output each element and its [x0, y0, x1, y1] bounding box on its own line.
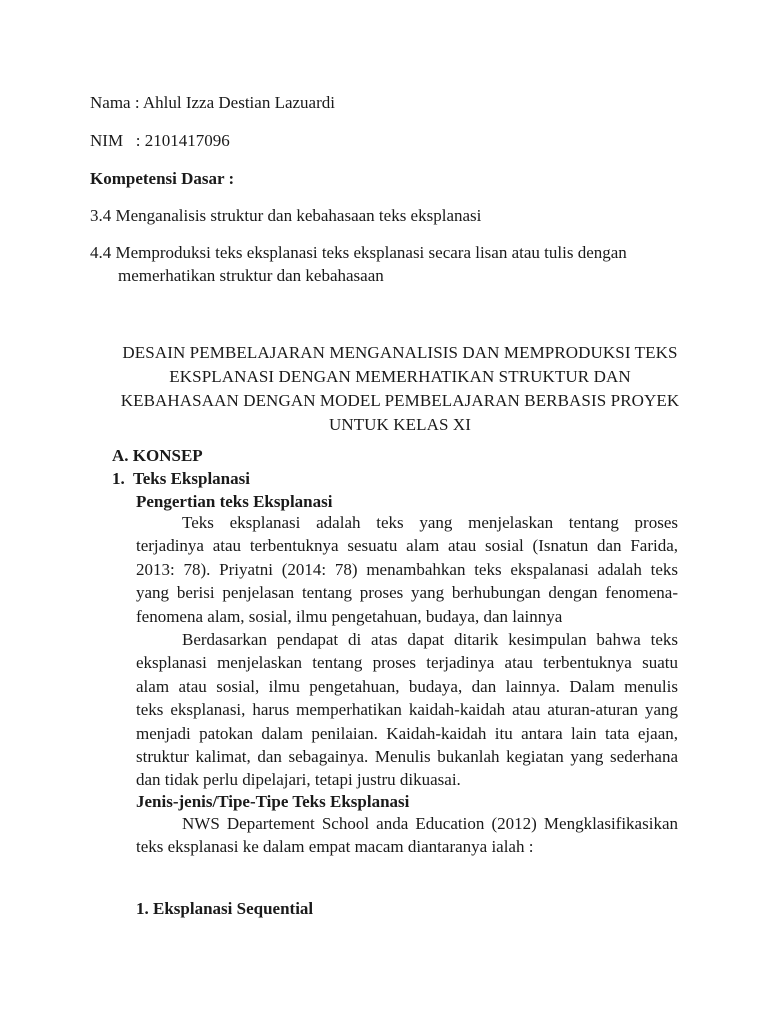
kompetensi-label: Kompetensi Dasar :	[90, 169, 235, 188]
paragraph-line: yang berisi penjelasan tentang proses yang berhubungan dengan fenomena-	[136, 583, 678, 603]
paragraph-line: Berdasarkan pendapat di atas dapat ditarik kesimpulan bahwa teks	[182, 630, 678, 649]
subheading-jenis: Jenis-jenis/Tipe-Tipe Teks Eksplanasi	[136, 792, 410, 811]
paragraph-line: menjadi patokan dalam penilaian. Kaidah-kaidah itu antara lain tata ejaan,	[136, 723, 678, 743]
subheading-pengertian: Pengertian teks Eksplanasi	[136, 492, 333, 511]
kompetensi-item-4-4-cont: memerhatikan struktur dan kebahasaan	[118, 266, 384, 285]
item-teks-eksplanasi: 1. Teks Eksplanasi	[112, 469, 250, 488]
paragraph-klasifikasi	[136, 812, 678, 859]
paragraph-line: teks eksplanasi ke dalam empat macam diantaranya ialah :	[136, 837, 534, 857]
paragraph-line: 2013: 78). Priyatni (2014: 78) menambahkan teks ekspalanasi adalah teks	[136, 559, 678, 579]
section-a-heading: A. KONSEP	[112, 446, 203, 465]
student-name: Nama : Ahlul Izza Destian Lazuardi	[90, 93, 335, 112]
item-eksplanasi-sequential: 1. Eksplanasi Sequential	[136, 899, 314, 918]
document-title-line-2: EKSPLANASI DENGAN MEMERHATIKAN STRUKTUR DAN	[169, 367, 631, 386]
document-title-line-1: DESAIN PEMBELAJARAN MENGANALISIS DAN MEMPRODUKSI TEKS	[122, 343, 678, 362]
paragraph-kesimpulan	[136, 628, 678, 792]
paragraph-line: eksplanasi menjelaskan tentang proses terjadinya atau terbentuknya suatu	[136, 653, 678, 673]
document-title-line-3: KEBAHASAAN DENGAN MODEL PEMBELAJARAN BERBASIS PROYEK	[120, 391, 680, 410]
document-title-line-4: UNTUK KELAS XI	[328, 415, 472, 434]
paragraph-line: Teks eksplanasi adalah teks yang menjelaskan tentang proses	[182, 513, 678, 532]
paragraph-line: dan tidak perlu dipelajari, tetapi justru dikuasai.	[136, 770, 461, 790]
paragraph-line: teks eksplanasi, harus memperhatikan kaidah-kaidah atau aturan-aturan yang	[136, 700, 678, 720]
kompetensi-item-3-4: 3.4 Menganalisis struktur dan kebahasaan teks eksplanasi	[90, 206, 482, 225]
student-nim: NIM : 2101417096	[90, 131, 230, 150]
paragraph-line: alam atau sosial, ilmu pengetahuan, budaya, dan lainnya. Dalam menulis	[136, 676, 678, 696]
kompetensi-item-4-4: 4.4 Memproduksi teks eksplanasi teks eksplanasi secara lisan atau tulis dengan	[90, 243, 627, 262]
paragraph-pengertian	[136, 511, 678, 628]
paragraph-line: fenomena alam, sosial, ilmu pengetahuan, budaya, dan lainnya	[136, 606, 563, 626]
paragraph-line: struktur kalimat, dan sebagainya. Menulis bukanlah kegiatan yang sederhana	[136, 746, 678, 766]
paragraph-line: NWS Departement School anda Education (2012) Mengklasifikasikan	[182, 814, 678, 833]
paragraph-line: terjadinya atau terbentuknya sesuatu alam atau sosial (Isnatun dan Farida,	[136, 536, 678, 556]
